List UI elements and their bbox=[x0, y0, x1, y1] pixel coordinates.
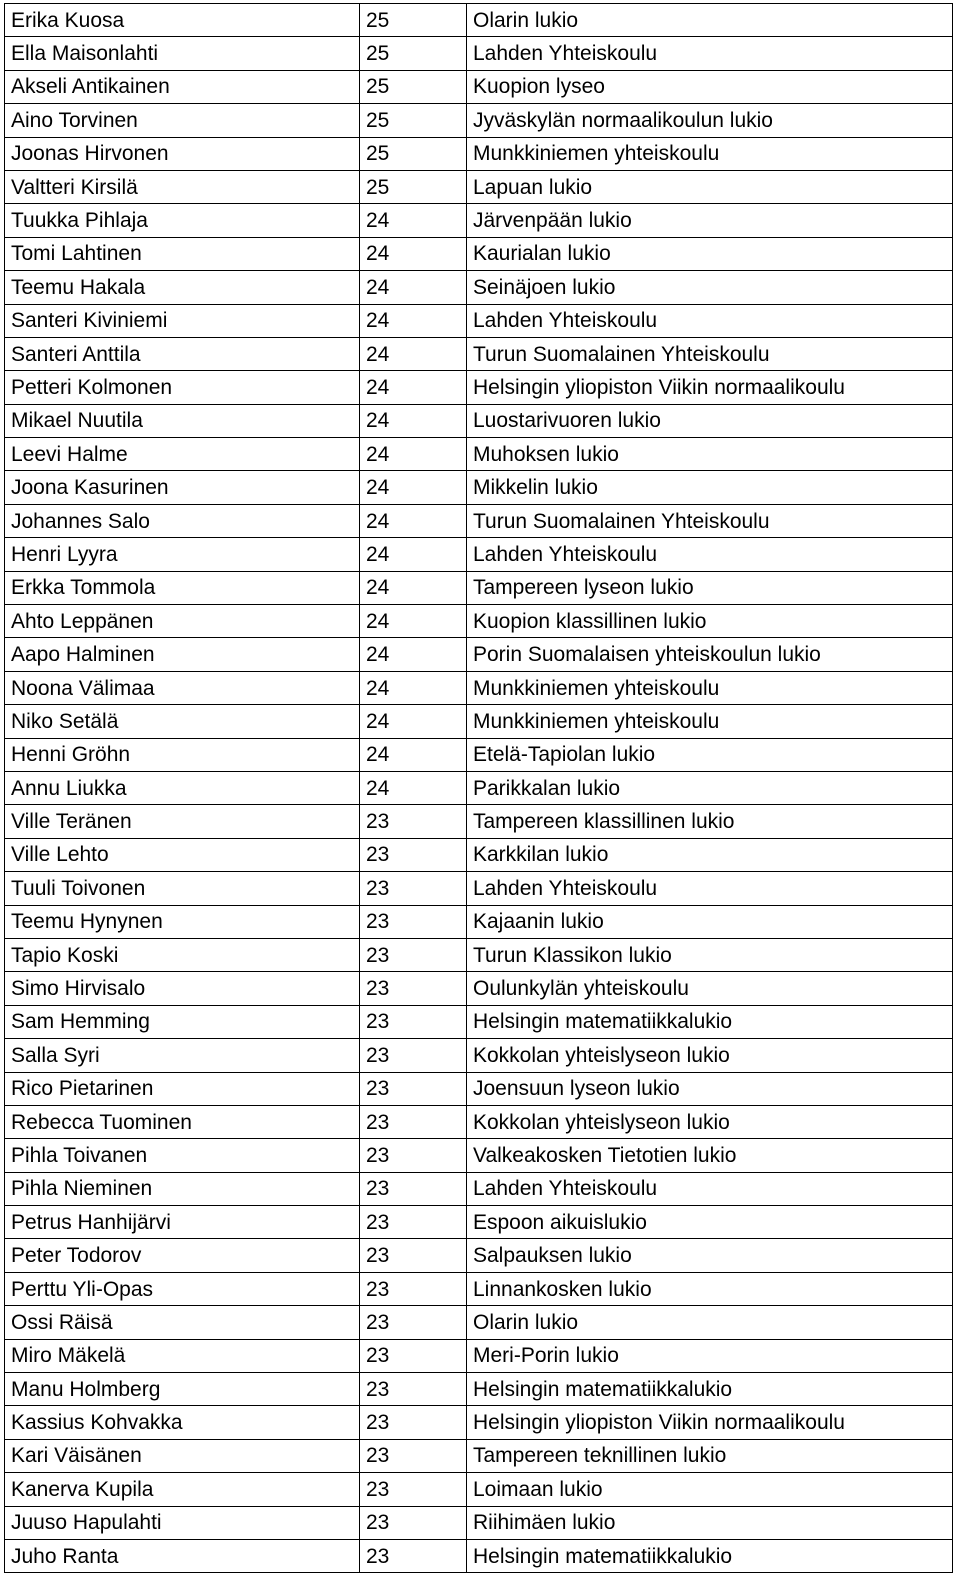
table-row bbox=[5, 1272, 953, 1305]
score-cell: 24 bbox=[360, 605, 467, 638]
table-row bbox=[5, 1139, 953, 1172]
table-row bbox=[5, 1339, 953, 1372]
table-row bbox=[5, 872, 953, 905]
score-cell: 23 bbox=[360, 1473, 467, 1506]
school-cell: Helsingin matematiikkalukio bbox=[467, 1373, 953, 1406]
student-name-cell: Ahto Leppänen bbox=[5, 605, 360, 638]
score-cell: 24 bbox=[360, 438, 467, 471]
school-cell: Tampereen klassillinen lukio bbox=[467, 805, 953, 838]
table-row bbox=[5, 938, 953, 971]
school-cell: Kaurialan lukio bbox=[467, 237, 953, 270]
table-row bbox=[5, 1406, 953, 1439]
school-cell: Luostarivuoren lukio bbox=[467, 404, 953, 437]
student-name-cell: Tuuli Toivonen bbox=[5, 872, 360, 905]
table-row bbox=[5, 271, 953, 304]
score-cell: 25 bbox=[360, 4, 467, 37]
student-name-cell: Santeri Kiviniemi bbox=[5, 304, 360, 337]
school-cell: Loimaan lukio bbox=[467, 1473, 953, 1506]
score-cell: 23 bbox=[360, 1039, 467, 1072]
table-row bbox=[5, 1506, 953, 1539]
student-name-cell: Salla Syri bbox=[5, 1039, 360, 1072]
table-row bbox=[5, 404, 953, 437]
score-cell: 23 bbox=[360, 1139, 467, 1172]
school-cell: Etelä-Tapiolan lukio bbox=[467, 738, 953, 771]
score-cell: 24 bbox=[360, 471, 467, 504]
school-cell: Munkkiniemen yhteiskoulu bbox=[467, 671, 953, 704]
school-cell: Järvenpään lukio bbox=[467, 204, 953, 237]
school-cell: Olarin lukio bbox=[467, 4, 953, 37]
score-cell: 23 bbox=[360, 972, 467, 1005]
student-name-cell: Tomi Lahtinen bbox=[5, 237, 360, 270]
student-name-cell: Ville Lehto bbox=[5, 838, 360, 871]
student-name-cell: Valtteri Kirsilä bbox=[5, 170, 360, 203]
student-name-cell: Teemu Hakala bbox=[5, 271, 360, 304]
table-row bbox=[5, 1172, 953, 1205]
school-cell: Kuopion lyseo bbox=[467, 70, 953, 103]
table-row bbox=[5, 605, 953, 638]
score-cell: 24 bbox=[360, 671, 467, 704]
score-cell: 23 bbox=[360, 1339, 467, 1372]
school-cell: Espoon aikuislukio bbox=[467, 1206, 953, 1239]
table-row bbox=[5, 671, 953, 704]
student-name-cell: Aino Torvinen bbox=[5, 104, 360, 137]
score-cell: 23 bbox=[360, 1439, 467, 1472]
table-row bbox=[5, 1473, 953, 1506]
student-name-cell: Petrus Hanhijärvi bbox=[5, 1206, 360, 1239]
score-cell: 23 bbox=[360, 872, 467, 905]
school-cell: Munkkiniemen yhteiskoulu bbox=[467, 137, 953, 170]
student-name-cell: Leevi Halme bbox=[5, 438, 360, 471]
table-row bbox=[5, 1039, 953, 1072]
table-row bbox=[5, 738, 953, 771]
school-cell: Mikkelin lukio bbox=[467, 471, 953, 504]
table-row bbox=[5, 170, 953, 203]
score-cell: 24 bbox=[360, 204, 467, 237]
student-name-cell: Perttu Yli-Opas bbox=[5, 1272, 360, 1305]
school-cell: Parikkalan lukio bbox=[467, 771, 953, 804]
table-row bbox=[5, 4, 953, 37]
score-cell: 24 bbox=[360, 304, 467, 337]
table-row bbox=[5, 1072, 953, 1105]
table-row bbox=[5, 1206, 953, 1239]
score-cell: 23 bbox=[360, 805, 467, 838]
score-cell: 24 bbox=[360, 504, 467, 537]
score-cell: 23 bbox=[360, 838, 467, 871]
student-name-cell: Ossi Räisä bbox=[5, 1306, 360, 1339]
student-name-cell: Petteri Kolmonen bbox=[5, 371, 360, 404]
table-row bbox=[5, 638, 953, 671]
score-cell: 25 bbox=[360, 104, 467, 137]
student-name-cell: Kassius Kohvakka bbox=[5, 1406, 360, 1439]
table-row bbox=[5, 805, 953, 838]
student-name-cell: Juuso Hapulahti bbox=[5, 1506, 360, 1539]
table-row bbox=[5, 705, 953, 738]
student-name-cell: Henri Lyyra bbox=[5, 538, 360, 571]
score-cell: 23 bbox=[360, 938, 467, 971]
school-cell: Salpauksen lukio bbox=[467, 1239, 953, 1272]
table-row bbox=[5, 104, 953, 137]
student-name-cell: Teemu Hynynen bbox=[5, 905, 360, 938]
table-row bbox=[5, 771, 953, 804]
score-cell: 23 bbox=[360, 1172, 467, 1205]
school-cell: Porin Suomalaisen yhteiskoulun lukio bbox=[467, 638, 953, 671]
school-cell: Kokkolan yhteislyseon lukio bbox=[467, 1105, 953, 1138]
student-name-cell: Santeri Anttila bbox=[5, 337, 360, 370]
score-cell: 23 bbox=[360, 1406, 467, 1439]
student-name-cell: Ella Maisonlahti bbox=[5, 37, 360, 70]
school-cell: Kokkolan yhteislyseon lukio bbox=[467, 1039, 953, 1072]
table-row bbox=[5, 471, 953, 504]
school-cell: Lahden Yhteiskoulu bbox=[467, 872, 953, 905]
school-cell: Muhoksen lukio bbox=[467, 438, 953, 471]
school-cell: Lahden Yhteiskoulu bbox=[467, 1172, 953, 1205]
student-name-cell: Rebecca Tuominen bbox=[5, 1105, 360, 1138]
school-cell: Olarin lukio bbox=[467, 1306, 953, 1339]
student-name-cell: Joona Kasurinen bbox=[5, 471, 360, 504]
score-cell: 23 bbox=[360, 1239, 467, 1272]
table-row bbox=[5, 504, 953, 537]
school-cell: Helsingin yliopiston Viikin normaalikoulu bbox=[467, 371, 953, 404]
school-cell: Joensuun lyseon lukio bbox=[467, 1072, 953, 1105]
table-row bbox=[5, 905, 953, 938]
student-name-cell: Manu Holmberg bbox=[5, 1373, 360, 1406]
table-row bbox=[5, 538, 953, 571]
school-cell: Kajaanin lukio bbox=[467, 905, 953, 938]
score-cell: 23 bbox=[360, 1005, 467, 1038]
school-cell: Kuopion klassillinen lukio bbox=[467, 605, 953, 638]
score-cell: 24 bbox=[360, 404, 467, 437]
table-row bbox=[5, 1439, 953, 1472]
school-cell: Karkkilan lukio bbox=[467, 838, 953, 871]
student-name-cell: Pihla Nieminen bbox=[5, 1172, 360, 1205]
score-cell: 25 bbox=[360, 70, 467, 103]
school-cell: Jyväskylän normaalikoulun lukio bbox=[467, 104, 953, 137]
student-name-cell: Pihla Toivanen bbox=[5, 1139, 360, 1172]
school-cell: Lahden Yhteiskoulu bbox=[467, 538, 953, 571]
table-row bbox=[5, 337, 953, 370]
score-cell: 25 bbox=[360, 170, 467, 203]
school-cell: Oulunkylän yhteiskoulu bbox=[467, 972, 953, 1005]
school-cell: Turun Suomalainen Yhteiskoulu bbox=[467, 337, 953, 370]
table-row bbox=[5, 1105, 953, 1138]
school-cell: Riihimäen lukio bbox=[467, 1506, 953, 1539]
table-row bbox=[5, 70, 953, 103]
table-row bbox=[5, 237, 953, 270]
table-row bbox=[5, 304, 953, 337]
table-row bbox=[5, 838, 953, 871]
score-cell: 24 bbox=[360, 571, 467, 604]
table-row bbox=[5, 1005, 953, 1038]
results-table-container bbox=[4, 3, 953, 1573]
score-cell: 24 bbox=[360, 237, 467, 270]
school-cell: Turun Klassikon lukio bbox=[467, 938, 953, 971]
table-row bbox=[5, 972, 953, 1005]
results-table bbox=[4, 3, 953, 1573]
score-cell: 24 bbox=[360, 337, 467, 370]
table-row bbox=[5, 37, 953, 70]
student-name-cell: Aapo Halminen bbox=[5, 638, 360, 671]
school-cell: Helsingin matematiikkalukio bbox=[467, 1005, 953, 1038]
student-name-cell: Miro Mäkelä bbox=[5, 1339, 360, 1372]
results-table-body bbox=[5, 4, 953, 1573]
student-name-cell: Henni Gröhn bbox=[5, 738, 360, 771]
score-cell: 23 bbox=[360, 1539, 467, 1572]
student-name-cell: Erkka Tommola bbox=[5, 571, 360, 604]
score-cell: 23 bbox=[360, 1072, 467, 1105]
school-cell: Seinäjoen lukio bbox=[467, 271, 953, 304]
student-name-cell: Tuukka Pihlaja bbox=[5, 204, 360, 237]
table-row bbox=[5, 1373, 953, 1406]
score-cell: 24 bbox=[360, 371, 467, 404]
score-cell: 24 bbox=[360, 771, 467, 804]
student-name-cell: Joonas Hirvonen bbox=[5, 137, 360, 170]
score-cell: 25 bbox=[360, 137, 467, 170]
score-cell: 23 bbox=[360, 1105, 467, 1138]
student-name-cell: Niko Setälä bbox=[5, 705, 360, 738]
student-name-cell: Peter Todorov bbox=[5, 1239, 360, 1272]
school-cell: Helsingin yliopiston Viikin normaalikoulu bbox=[467, 1406, 953, 1439]
school-cell: Tampereen teknillinen lukio bbox=[467, 1439, 953, 1472]
school-cell: Lapuan lukio bbox=[467, 170, 953, 203]
school-cell: Turun Suomalainen Yhteiskoulu bbox=[467, 504, 953, 537]
student-name-cell: Tapio Koski bbox=[5, 938, 360, 971]
student-name-cell: Akseli Antikainen bbox=[5, 70, 360, 103]
school-cell: Valkeakosken Tietotien lukio bbox=[467, 1139, 953, 1172]
student-name-cell: Kari Väisänen bbox=[5, 1439, 360, 1472]
student-name-cell: Annu Liukka bbox=[5, 771, 360, 804]
student-name-cell: Erika Kuosa bbox=[5, 4, 360, 37]
score-cell: 24 bbox=[360, 738, 467, 771]
score-cell: 24 bbox=[360, 538, 467, 571]
student-name-cell: Noona Välimaa bbox=[5, 671, 360, 704]
table-row bbox=[5, 1239, 953, 1272]
table-row bbox=[5, 204, 953, 237]
school-cell: Helsingin matematiikkalukio bbox=[467, 1539, 953, 1572]
school-cell: Tampereen lyseon lukio bbox=[467, 571, 953, 604]
table-row bbox=[5, 438, 953, 471]
student-name-cell: Sam Hemming bbox=[5, 1005, 360, 1038]
student-name-cell: Kanerva Kupila bbox=[5, 1473, 360, 1506]
school-cell: Lahden Yhteiskoulu bbox=[467, 37, 953, 70]
table-row bbox=[5, 1539, 953, 1572]
score-cell: 23 bbox=[360, 1506, 467, 1539]
table-row bbox=[5, 137, 953, 170]
student-name-cell: Mikael Nuutila bbox=[5, 404, 360, 437]
table-row bbox=[5, 1306, 953, 1339]
score-cell: 23 bbox=[360, 1272, 467, 1305]
score-cell: 24 bbox=[360, 271, 467, 304]
score-cell: 23 bbox=[360, 1206, 467, 1239]
school-cell: Lahden Yhteiskoulu bbox=[467, 304, 953, 337]
school-cell: Munkkiniemen yhteiskoulu bbox=[467, 705, 953, 738]
student-name-cell: Rico Pietarinen bbox=[5, 1072, 360, 1105]
student-name-cell: Ville Teränen bbox=[5, 805, 360, 838]
score-cell: 23 bbox=[360, 905, 467, 938]
score-cell: 25 bbox=[360, 37, 467, 70]
school-cell: Meri-Porin lukio bbox=[467, 1339, 953, 1372]
table-row bbox=[5, 571, 953, 604]
score-cell: 23 bbox=[360, 1373, 467, 1406]
score-cell: 23 bbox=[360, 1306, 467, 1339]
table-row bbox=[5, 371, 953, 404]
student-name-cell: Johannes Salo bbox=[5, 504, 360, 537]
student-name-cell: Juho Ranta bbox=[5, 1539, 360, 1572]
score-cell: 24 bbox=[360, 638, 467, 671]
student-name-cell: Simo Hirvisalo bbox=[5, 972, 360, 1005]
school-cell: Linnankosken lukio bbox=[467, 1272, 953, 1305]
score-cell: 24 bbox=[360, 705, 467, 738]
